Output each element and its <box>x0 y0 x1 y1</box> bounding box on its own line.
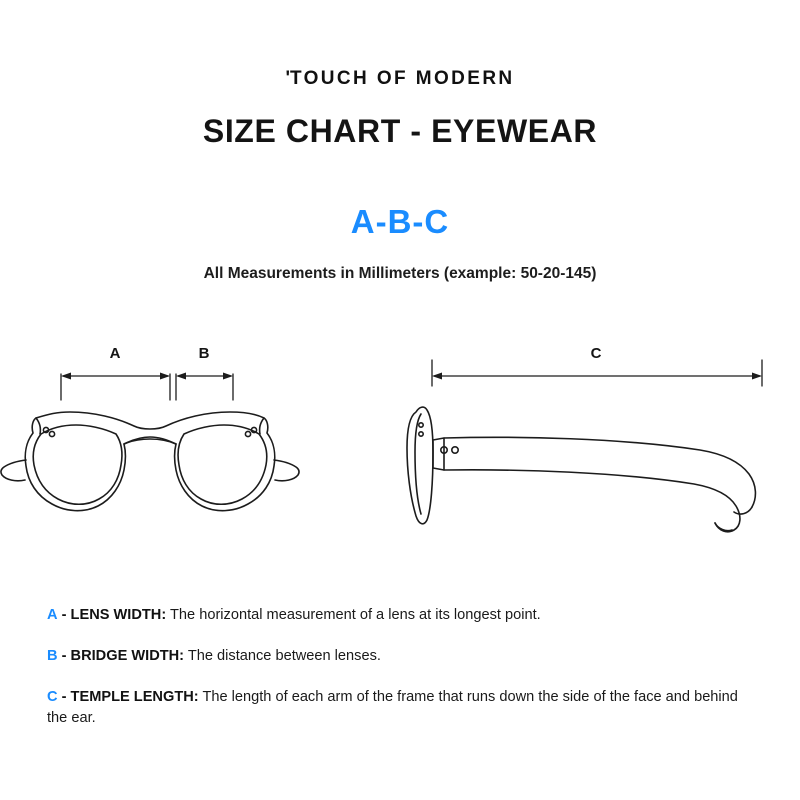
legend-item-b <box>47 646 757 667</box>
frame-front-view <box>1 412 299 511</box>
arrow-b <box>176 373 233 401</box>
legend-term-a: LENS WIDTH: <box>70 607 167 623</box>
arrow-a <box>61 373 170 401</box>
legend-desc-c: The length of each arm of the frame that runs down the side of the face and behind the ear. <box>47 689 738 726</box>
legend-key-c: C <box>47 689 58 705</box>
legend-term-b: BRIDGE WIDTH: <box>70 648 185 664</box>
dimension-label-a: A <box>109 345 121 362</box>
measurement-units-note: All Measurements in Millimeters (example: 50-20-145) <box>203 265 597 282</box>
legend-key-b: B <box>47 648 58 664</box>
brand-title <box>0 68 800 90</box>
page-title: SIZE CHART - EYEWEAR <box>202 113 598 149</box>
legend-desc-b: The distance between lenses. <box>187 648 381 664</box>
legend-dash-c: - <box>61 689 67 705</box>
brand-name: TOUCH OF MODERN <box>289 68 515 89</box>
legend-term-c: TEMPLE LENGTH: <box>70 689 199 705</box>
dimension-label-b: B <box>198 345 210 362</box>
dimension-label-c: C <box>590 345 602 362</box>
legend-dash-a: - <box>61 607 67 623</box>
legend-item-a <box>47 605 757 626</box>
legend-item-c <box>47 687 757 729</box>
legend-desc-a: The horizontal measurement of a lens at its longest point. <box>170 607 541 623</box>
frame-side-view <box>407 407 755 532</box>
arrow-c <box>432 360 762 386</box>
legend-dash-b: - <box>61 648 67 664</box>
eyewear-diagram-svg <box>0 330 800 560</box>
abc-heading: A-B-C <box>350 203 450 240</box>
eyewear-diagram <box>0 330 800 560</box>
legend <box>47 605 757 749</box>
legend-key-a: A <box>47 607 58 623</box>
brand-tick-mark: ' <box>285 68 290 89</box>
